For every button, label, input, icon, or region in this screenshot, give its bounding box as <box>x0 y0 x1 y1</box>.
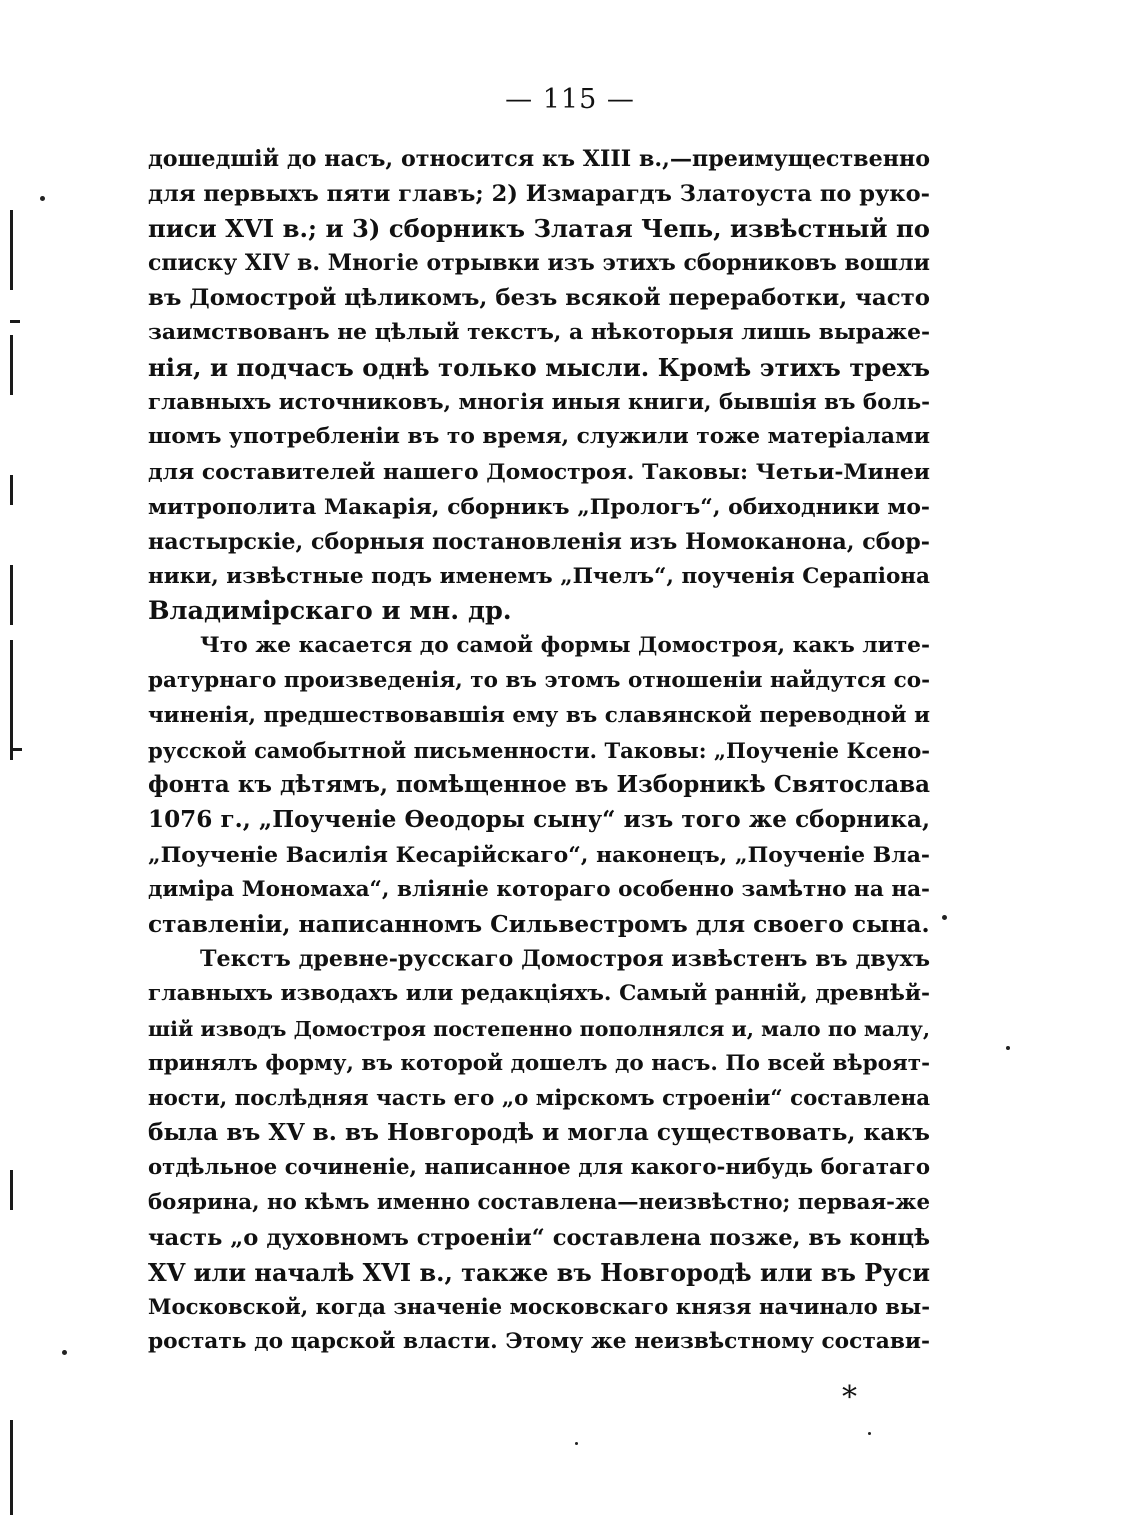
text-line: ности, послѣдняя часть его „о мірскомъ строеніи“ составлена <box>148 1085 930 1111</box>
scan-artifact-dot <box>62 1350 67 1355</box>
text-line: для первыхъ пяти главъ; 2) Измарагдъ Златоуста по руко- <box>148 180 930 207</box>
text-line: XV или началѣ XVI в., также въ Новгородѣ или въ Руси <box>148 1257 930 1287</box>
text-line: ростать до царской власти. Этому же неизвѣстному состави- <box>148 1329 930 1355</box>
scan-artifact-mark <box>10 565 13 625</box>
scan-artifact-dot <box>868 1432 871 1435</box>
text-line: боярина, но кѣмъ именно составлена—неизвѣстно; первая-же <box>148 1189 930 1215</box>
text-line: писи XVI в.; и 3) сборникъ Златая Чепь, извѣстный по <box>148 213 930 243</box>
scan-artifact-mark <box>10 320 20 323</box>
scan-artifact-dot <box>1006 1046 1010 1050</box>
text-line: Текстъ древне-русскаго Домостроя извѣстенъ въ двухъ <box>200 946 930 973</box>
text-line: нія, и подчасъ однѣ только мысли. Кромѣ этихъ трехъ <box>148 352 930 382</box>
page-number: — 115 — <box>505 84 635 115</box>
text-line: фонта къ дѣтямъ, помѣщенное въ Изборникѣ Святослава <box>148 771 930 799</box>
text-line: главныхъ изводахъ или редакціяхъ. Самый ранній, древнѣй- <box>148 981 930 1007</box>
scan-artifact-dot <box>942 915 947 920</box>
text-line: принялъ форму, въ которой дошелъ до насъ. По всей вѣроят- <box>148 1050 930 1076</box>
text-line: Что же касается до самой формы Домостроя, какъ лите- <box>200 633 930 659</box>
text-line: дошедшій до насъ, относится къ XIII в.,—преимущественно <box>148 146 930 172</box>
text-line: 1076 г., „Поученіе Ѳеодоры сыну“ изъ того же сборника, <box>148 806 930 834</box>
text-line: ратурнаго произведенія, то въ этомъ отношеніи найдутся со- <box>148 667 930 693</box>
scan-artifact-mark <box>10 1170 13 1210</box>
text-line: шомъ употребленіи въ то время, служили тоже матеріалами <box>148 424 930 450</box>
text-line: часть „о духовномъ строеніи“ составлена позже, въ концѣ <box>148 1224 930 1251</box>
text-line: заимствованъ не цѣлый текстъ, а нѣкоторыя лишь выраже- <box>148 319 930 345</box>
text-line: ставленіи, написанномъ Сильвестромъ для своего сына. <box>148 910 930 938</box>
scan-artifact-dot <box>40 196 45 201</box>
text-line: списку XIV в. Многіе отрывки изъ этихъ сборниковъ вошли <box>148 250 930 277</box>
body-text <box>148 142 930 1360</box>
footnote-asterisk: * <box>842 1380 857 1415</box>
text-line: отдѣльное сочиненіе, написанное для какого-нибудь богатаго <box>148 1155 930 1181</box>
text-line: митрополита Макарія, сборникъ „Прологъ“, обиходники мо- <box>148 493 930 520</box>
text-line: для составителей нашего Домостроя. Таковы: Четьи-Минеи <box>148 459 930 486</box>
text-line: диміра Мономаха“, вліяніе котораго особенно замѣтно на на- <box>148 876 930 902</box>
text-line: въ Домострой цѣликомъ, безъ всякой переработки, часто <box>148 285 930 312</box>
text-line: русской самобытной письменности. Таковы: „Поученіе Ксено- <box>148 737 930 763</box>
text-line: Владимірскаго и мн. др. <box>148 596 512 627</box>
text-line: чиненія, предшествовавшія ему въ славянской переводной и <box>148 702 930 728</box>
text-line: главныхъ источниковъ, многія иныя книги, бывшія въ боль- <box>148 389 930 415</box>
scan-artifact-dot <box>575 1442 578 1445</box>
scan-artifact-mark <box>10 335 13 395</box>
paragraph-3 <box>148 942 930 1360</box>
text-line: шій изводъ Домостроя постепенно пополнялся и, мало по малу, <box>148 1016 930 1041</box>
scan-artifact-mark <box>10 210 13 290</box>
paragraph-2 <box>148 629 930 942</box>
text-line: настырскіе, сборныя постановленія изъ Номоканона, сбор- <box>148 528 930 555</box>
text-line: Московской, когда значеніе московскаго князя начинало вы- <box>148 1294 930 1320</box>
scan-artifact-mark <box>10 1420 13 1515</box>
scan-artifact-mark <box>10 475 13 505</box>
paragraph-1 <box>148 142 930 629</box>
text-line: „Поученіе Василія Кесарійскаго“, наконецъ, „Поученіе Вла- <box>148 841 930 868</box>
scan-artifact-mark <box>10 748 22 751</box>
scan-artifact-mark <box>10 640 13 760</box>
text-line: ники, извѣстные подъ именемъ „Пчелъ“, поученія Серапіона <box>148 563 930 589</box>
text-line: была въ XV в. въ Новгородѣ и могла существовать, какъ <box>148 1119 930 1147</box>
